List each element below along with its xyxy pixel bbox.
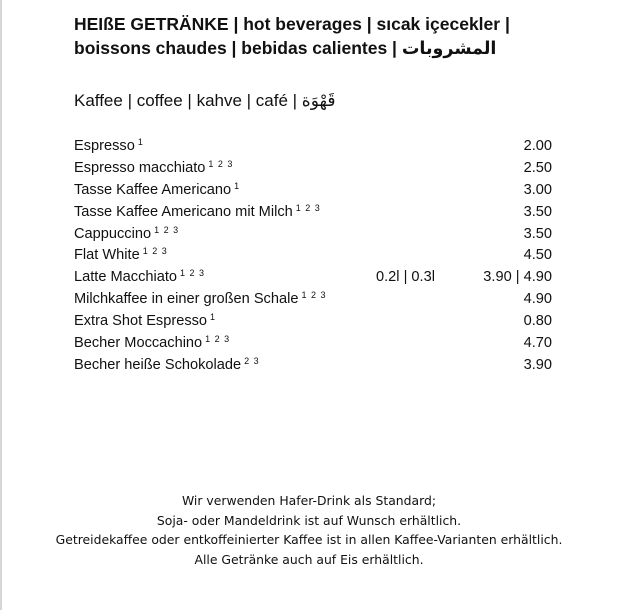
allergen-marks: 2 3 [244,355,260,366]
item-name: Becher heiße Schokolade $^{2 3}$ [74,355,260,373]
menu-item [74,158,554,180]
item-price: 4.90 [523,291,552,308]
item-name: Cappuccino $^{1 2 3}$ [74,224,180,242]
menu-item [74,245,554,267]
allergen-marks: 1 [137,137,144,147]
title-line-2: boissons chaudes | bebidas calientes | المشروبات [74,38,497,58]
item-name: Espresso $^1$ [74,137,144,154]
menu-item [74,136,554,158]
item-price: 2.50 [523,159,552,176]
footer-line: Wir verwenden Hafer-Drink als Standard; [181,493,437,508]
menu-item [74,289,554,311]
item-size: 0.2l | 0.3l [376,269,435,286]
item-price: 0.80 [523,313,552,330]
allergen-marks: 1 [210,312,217,323]
footer-line: Getreidekaffee oder entkoffeinierter Kaffee ist in allen Kaffee-Varianten erhältlich. [55,532,563,547]
allergen-marks: 1 2 3 [301,290,327,301]
section-heading-coffee: Kaffee | coffee | kahve | café | قَهْوَة [74,91,336,110]
footer-line: Soja- oder Mandeldrink ist auf Wunsch erhältlich. [156,512,462,528]
item-price: 3.00 [523,181,552,198]
item-price: 3.90 | 4.90 [483,269,552,286]
menu-item [74,355,554,377]
item-name: Tasse Kaffee Americano mit Milch $^{1 2 3}$ [74,202,321,220]
allergen-marks: 1 [234,180,241,191]
menu-list [74,136,554,377]
item-price: 4.50 [523,247,552,264]
item-price: 3.50 [523,225,552,242]
allergen-marks: 1 2 3 [180,268,206,279]
allergen-marks: 1 2 3 [208,158,234,169]
page-title [74,12,604,60]
allergen-marks: 1 2 3 [295,202,321,213]
menu-item [74,180,554,202]
item-name: Latte Macchiato $^{1 2 3}$ [74,268,206,286]
item-name: Tasse Kaffee Americano $^1$ [74,180,241,198]
menu-item [74,333,554,355]
menu-item [74,267,554,289]
item-price: 3.90 [523,356,552,373]
item-price: 3.50 [523,203,552,220]
allergen-marks: 1 2 3 [142,246,168,257]
item-name: Becher Moccachino $^{1 2 3}$ [74,334,231,352]
footer-notes [0,491,618,569]
allergen-marks: 1 2 3 [154,224,180,235]
title-line-1: HEIßE GETRÄNKE | hot beverages | sıcak içecekler | [74,14,510,34]
menu-item [74,202,554,224]
footer-line: Alle Getränke auch auf Eis erhältlich. [194,551,424,567]
item-name: Milchkaffee in einer großen Schale $^{1 2 3}$ [74,290,327,308]
item-price: 2.00 [523,138,552,154]
item-name: Flat White $^{1 2 3}$ [74,246,168,264]
item-price: 4.70 [523,335,552,352]
item-name: Espresso macchiato $^{1 2 3}$ [74,158,234,176]
menu-item [74,311,554,333]
item-name: Extra Shot Espresso $^1$ [74,312,217,330]
menu-item [74,224,554,246]
allergen-marks: 1 2 3 [205,334,231,345]
